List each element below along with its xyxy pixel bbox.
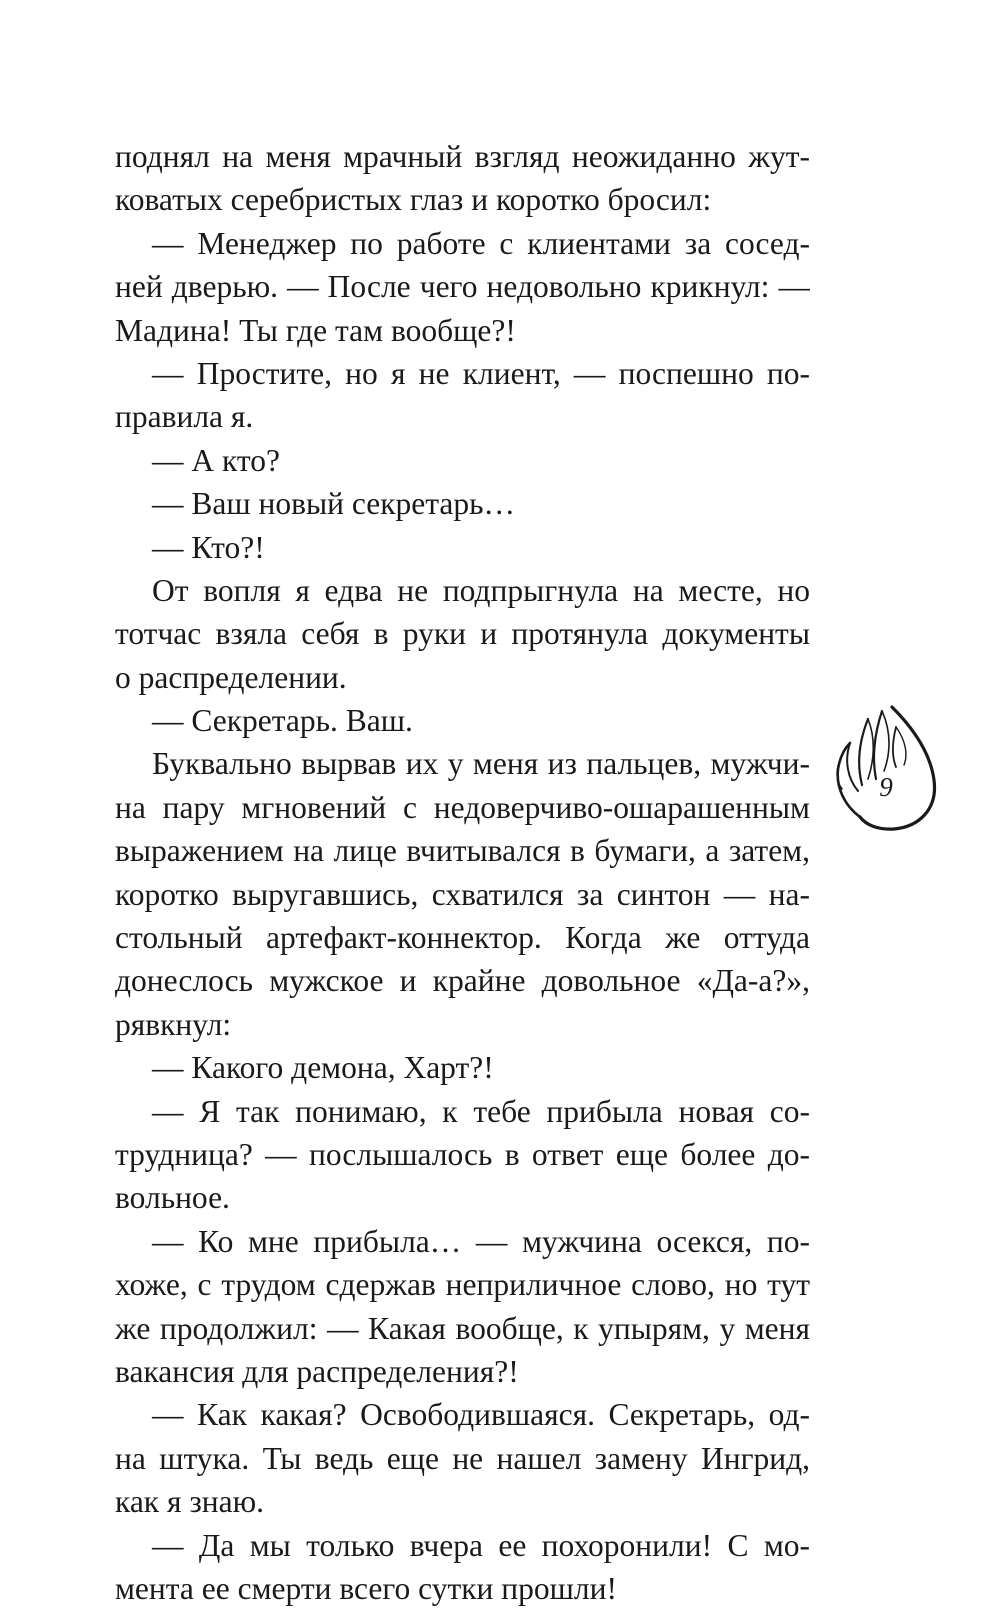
text-line: мента ее смерти всего сутки прошли! — [115, 1570, 617, 1606]
text-line: коротко выругавшись, схватился за синтон — на- — [115, 876, 810, 912]
text-line: Мадина! Ты где там вообще?! — [115, 312, 516, 348]
text-line: на пару мгновений с недоверчиво-ошарашенным — [115, 789, 810, 825]
text-line: — Простите, но я не клиент, — поспешно по- — [152, 355, 810, 391]
text-line: стольный артефакт-коннектор. Когда же оттуда — [115, 920, 810, 956]
text-line: Буквально вырвав их у меня из пальцев, мужчи- — [152, 746, 810, 782]
text-line: ней дверью. — После чего недовольно крикнул: — — [115, 269, 810, 305]
text-line: — Как какая? Освободившаяся. Секретарь, од- — [152, 1397, 810, 1433]
text-line: трудница? — послышалось в ответ еще более до- — [115, 1136, 810, 1172]
text-line: на штука. Ты ведь еще не нашел замену Ингрид, — [115, 1440, 810, 1476]
text-line: От вопля я едва не подпрыгнула на месте, но — [152, 572, 810, 608]
text-line: — Ко мне прибыла… — мужчина осекся, по- — [152, 1223, 810, 1259]
text-line: хоже, с трудом сдержав неприличное слово, но тут — [115, 1267, 810, 1303]
text-line: — Да мы только вчера ее похоронили! С мо- — [152, 1527, 810, 1563]
text-line: как я знаю. — [115, 1484, 265, 1520]
text-line: тотчас взяла себя в руки и протянула документы — [115, 616, 810, 652]
text-line: вакансия для распределения?! — [115, 1353, 519, 1389]
text-line: — Я так понимаю, к тебе прибыла новая со- — [152, 1093, 810, 1129]
text-line: — А кто? — [152, 442, 280, 478]
text-line: правила я. — [115, 399, 254, 435]
page-number: 9 — [879, 772, 893, 802]
text-line: — Какого демона, Харт?! — [152, 1050, 494, 1086]
text-line: — Ваш новый секретарь… — [152, 486, 516, 522]
text-line: — Кто?! — [152, 529, 265, 565]
text-line: донеслось мужское и крайне довольное «Да-а?», — [115, 963, 810, 999]
text-line: о распределении. — [115, 659, 347, 695]
text-line: коватых серебристых глаз и коротко бросил: — [115, 182, 712, 218]
text-line: — Менеджер по работе с клиентами за сосед- — [152, 225, 810, 261]
text-line: — Секретарь. Ваш. — [152, 703, 413, 739]
text-line: же продолжил: — Какая вообще, к упырям, у меня — [115, 1310, 810, 1346]
text-line: поднял на меня мрачный взгляд неожиданно жут- — [115, 139, 810, 174]
text-line: рявкнул: — [115, 1006, 232, 1042]
text-line: выражением на лице вчитывался в бумаги, а затем, — [115, 833, 810, 869]
body-text — [115, 135, 810, 1610]
text-line: вольное. — [115, 1180, 230, 1216]
